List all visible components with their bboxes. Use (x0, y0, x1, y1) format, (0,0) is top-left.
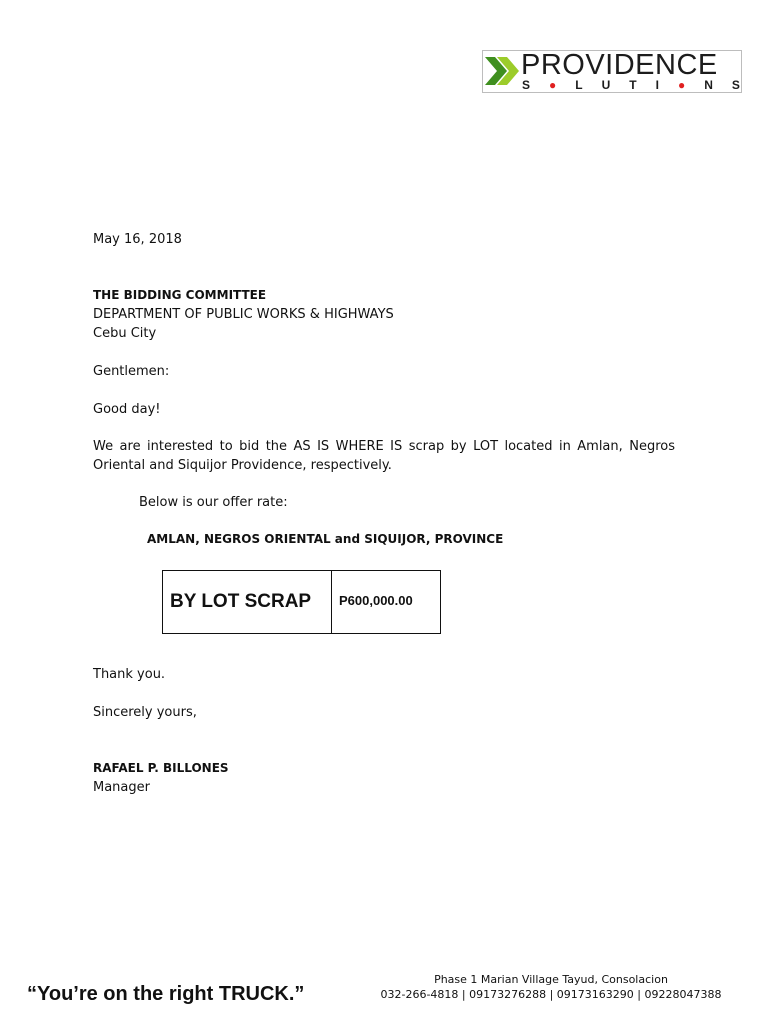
salutation: Gentlemen: (93, 364, 170, 379)
logo-name: PROVIDENCE (521, 49, 718, 81)
recipient-department: DEPARTMENT OF PUBLIC WORKS & HIGHWAYS (93, 307, 394, 322)
logo-letter: S (522, 78, 531, 92)
offer-price: P600,000.00 (339, 593, 413, 608)
signer-name: RAFAEL P. BILLONES (93, 761, 229, 775)
logo-letter: N (704, 78, 713, 92)
offer-intro: Below is our offer rate: (139, 495, 288, 510)
logo-tagline-letters (522, 78, 740, 92)
footer-tagline: “You’re on the right TRUCK.” (27, 983, 305, 1005)
recipient-address (93, 286, 394, 343)
double-chevron-icon (485, 55, 519, 87)
offer-table (162, 570, 441, 634)
recipient-city: Cebu City (93, 326, 157, 341)
signer-title: Manager (93, 780, 150, 795)
recipient-title: THE BIDDING COMMITTEE (93, 288, 267, 302)
letter-date: May 16, 2018 (93, 232, 182, 247)
closing-line: Sincerely yours, (93, 705, 197, 720)
footer-address: Phase 1 Marian Village Tayud, Consolacion (434, 973, 668, 986)
body-paragraph: We are interested to bid the AS IS WHERE IS scrap by LOT located in Amlan, Negros Oriental and Siquijor Providence, respectively. (93, 439, 675, 473)
footer-phones: 032-266-4818 | 09173276288 | 09173163290 | 09228047388 (380, 988, 722, 1001)
greeting: Good day! (93, 402, 161, 417)
lightbulb-icon: ● (549, 78, 557, 92)
offer-item: BY LOT SCRAP (163, 571, 332, 633)
logo-letter: U (601, 78, 611, 92)
logo-letter: T (629, 78, 637, 92)
footer-contact (376, 972, 726, 1002)
logo-letter: S (731, 78, 740, 92)
logo-letter: L (575, 78, 583, 92)
location-heading: AMLAN, NEGROS ORIENTAL and SIQUIJOR, PROVINCE (147, 532, 504, 546)
company-logo (482, 50, 744, 95)
signature-block (93, 759, 229, 797)
logo-letter: I (655, 78, 659, 92)
lightbulb-icon: ● (677, 78, 686, 92)
thanks-line: Thank you. (93, 667, 166, 682)
